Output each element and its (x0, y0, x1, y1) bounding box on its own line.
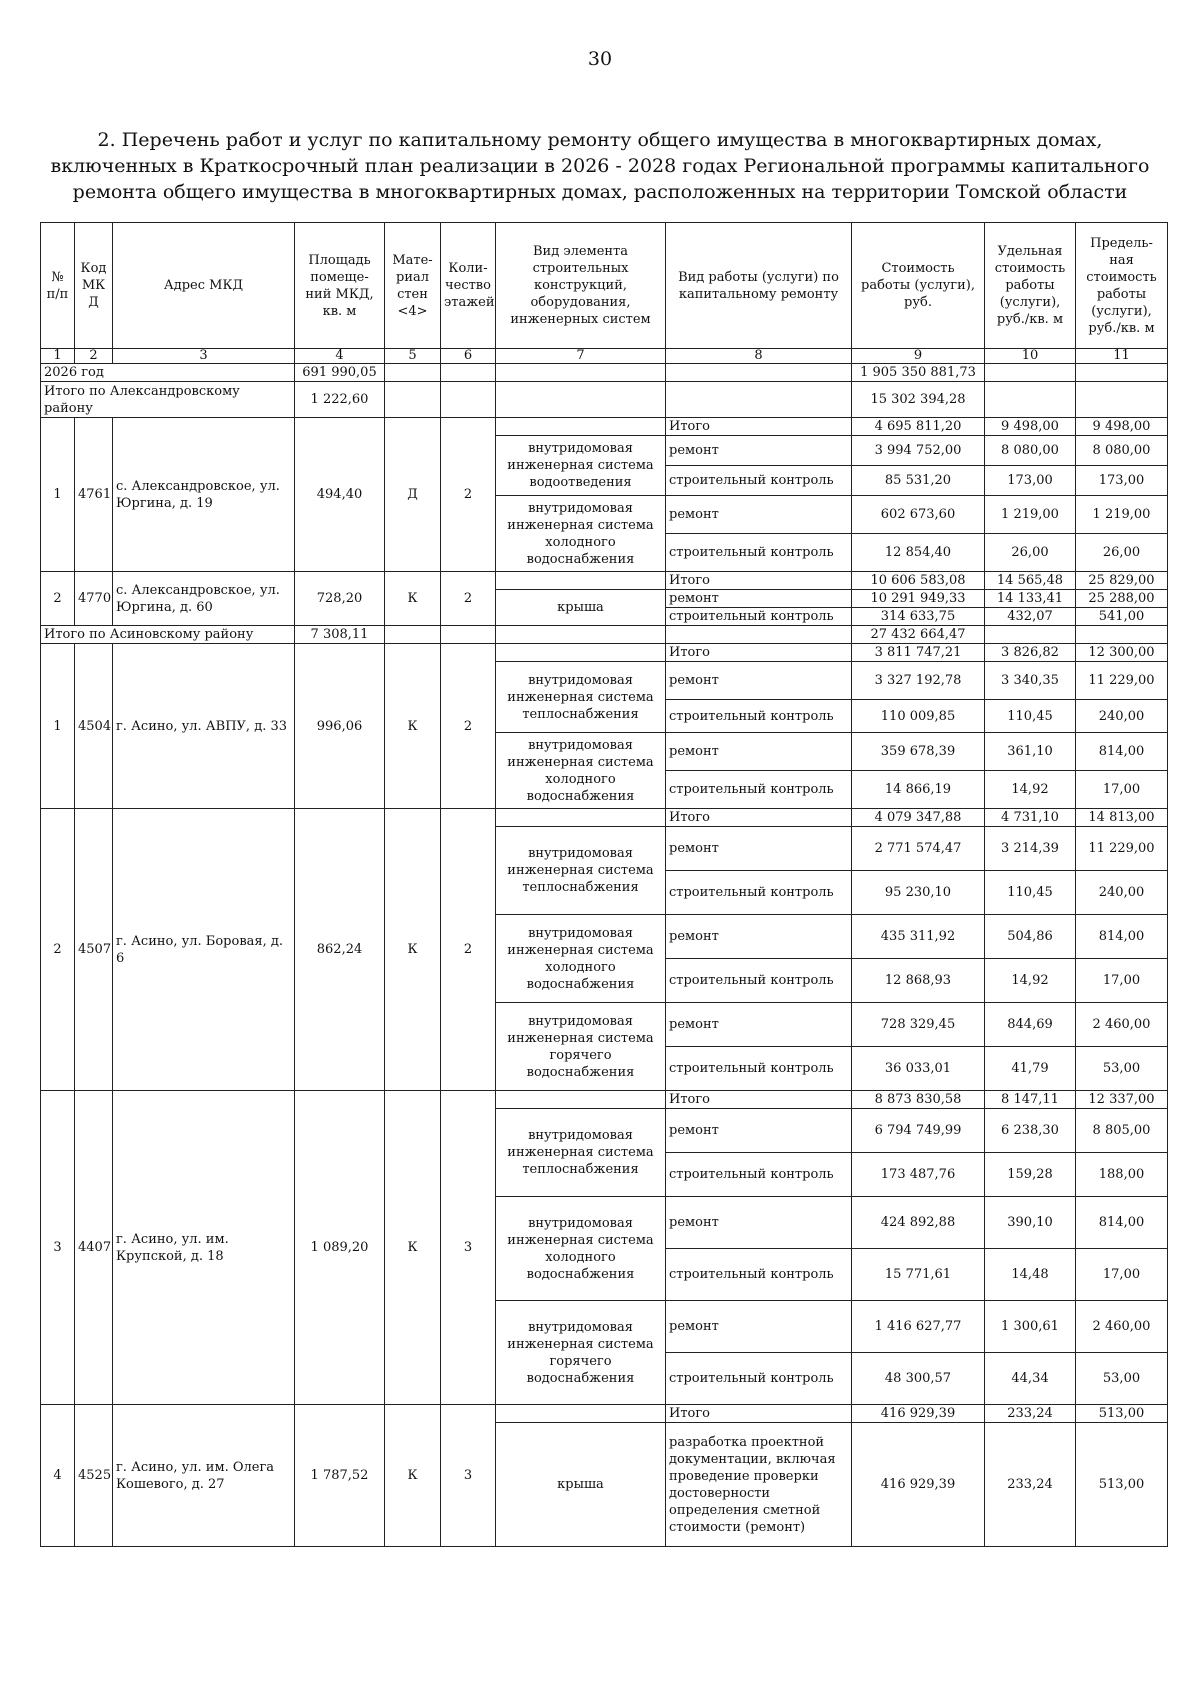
house-code: 4525 (75, 1405, 113, 1547)
year-area: 691 990,05 (295, 364, 385, 382)
unit-cost: 44,34 (985, 1353, 1076, 1405)
house-address: г. Асино, ул. им. Крупской, д. 18 (113, 1091, 295, 1405)
work-type: Итого (666, 644, 852, 662)
floor-count: 2 (441, 809, 496, 1091)
max-cost: 53,00 (1076, 1047, 1168, 1091)
max-cost: 173,00 (1076, 466, 1168, 496)
header-cell: Коли-чество этажей (441, 223, 496, 349)
cost: 14 866,19 (852, 771, 985, 809)
max-cost: 8 805,00 (1076, 1109, 1168, 1153)
cost: 36 033,01 (852, 1047, 985, 1091)
element-type: внутридомовая инженерная система теплоснабжения (496, 1109, 666, 1197)
year-label: 2026 год (41, 364, 295, 382)
unit-cost: 110,45 (985, 871, 1076, 915)
max-cost: 26,00 (1076, 534, 1168, 572)
max-cost: 12 337,00 (1076, 1091, 1168, 1109)
work-type: ремонт (666, 1197, 852, 1249)
element-type: внутридомовая инженерная система холодного водоснабжения (496, 1197, 666, 1301)
header-cell: № п/п (41, 223, 75, 349)
element-type: внутридомовая инженерная система холодного водоснабжения (496, 496, 666, 572)
cost: 3 811 747,21 (852, 644, 985, 662)
max-cost: 513,00 (1076, 1423, 1168, 1547)
wall-material: К (385, 809, 441, 1091)
unit-cost: 233,24 (985, 1405, 1076, 1423)
district-cost: 15 302 394,28 (852, 382, 985, 418)
work-type: Итого (666, 1405, 852, 1423)
max-cost: 17,00 (1076, 771, 1168, 809)
unit-cost: 110,45 (985, 700, 1076, 733)
header-cell: Код МК Д (75, 223, 113, 349)
district-label: Итого по Асиновскому району (41, 626, 295, 644)
unit-cost: 14,92 (985, 771, 1076, 809)
header-cell: Вид элемента строительных конструкций, оборудования, инженерных систем (496, 223, 666, 349)
work-type: ремонт (666, 590, 852, 608)
column-number: 5 (385, 349, 441, 364)
cost: 416 929,39 (852, 1423, 985, 1547)
unit-cost: 1 300,61 (985, 1301, 1076, 1353)
max-cost: 25 829,00 (1076, 572, 1168, 590)
page-number: 30 (587, 48, 613, 70)
house-area: 996,06 (295, 644, 385, 809)
max-cost: 188,00 (1076, 1153, 1168, 1197)
work-type: строительный контроль (666, 700, 852, 733)
column-number: 1 (41, 349, 75, 364)
house-address: г. Асино, ул. им. Олега Кошевого, д. 27 (113, 1405, 295, 1547)
unit-cost: 844,69 (985, 1003, 1076, 1047)
cost: 12 854,40 (852, 534, 985, 572)
header-cell: Удельная стоимость работы (услуги), руб./кв. м (985, 223, 1076, 349)
header-cell: Стоимость работы (услуги), руб. (852, 223, 985, 349)
unit-cost: 14,92 (985, 959, 1076, 1003)
cost: 10 606 583,08 (852, 572, 985, 590)
table-row (41, 1091, 1168, 1109)
cost: 2 771 574,47 (852, 827, 985, 871)
cost: 1 416 627,77 (852, 1301, 985, 1353)
cost: 416 929,39 (852, 1405, 985, 1423)
cost: 48 300,57 (852, 1353, 985, 1405)
work-type: строительный контроль (666, 871, 852, 915)
header-cell: Вид работы (услуги) по капитальному ремонту (666, 223, 852, 349)
max-cost: 8 080,00 (1076, 436, 1168, 466)
house-code: 4504 (75, 644, 113, 809)
house-area: 494,40 (295, 418, 385, 572)
cost: 3 994 752,00 (852, 436, 985, 466)
house-code: 4761 (75, 418, 113, 572)
row-number: 1 (41, 644, 75, 809)
header-row (41, 223, 1168, 349)
floor-count: 3 (441, 1405, 496, 1547)
house-code: 4770 (75, 572, 113, 626)
table-row (41, 418, 1168, 436)
max-cost: 240,00 (1076, 700, 1168, 733)
element-type: внутридомовая инженерная система холодного водоснабжения (496, 733, 666, 809)
max-cost: 814,00 (1076, 1197, 1168, 1249)
house-area: 1 787,52 (295, 1405, 385, 1547)
column-number: 8 (666, 349, 852, 364)
house-address: с. Александровское, ул. Юргина, д. 19 (113, 418, 295, 572)
cost: 4 079 347,88 (852, 809, 985, 827)
house-area: 728,20 (295, 572, 385, 626)
cost: 6 794 749,99 (852, 1109, 985, 1153)
cost: 359 678,39 (852, 733, 985, 771)
row-number: 4 (41, 1405, 75, 1547)
year-total-row (41, 364, 1168, 382)
element-type: внутридомовая инженерная система водоотведения (496, 436, 666, 496)
max-cost: 1 219,00 (1076, 496, 1168, 534)
district-total-row (41, 382, 1168, 418)
header-cell: Предель-ная стоимость работы (услуги), руб./кв. м (1076, 223, 1168, 349)
cost: 85 531,20 (852, 466, 985, 496)
max-cost: 17,00 (1076, 959, 1168, 1003)
element-type: внутридомовая инженерная система горячего водоснабжения (496, 1301, 666, 1405)
unit-cost: 26,00 (985, 534, 1076, 572)
max-cost: 814,00 (1076, 733, 1168, 771)
cost: 728 329,45 (852, 1003, 985, 1047)
cost: 435 311,92 (852, 915, 985, 959)
element-type: крыша (496, 1423, 666, 1547)
cost: 15 771,61 (852, 1249, 985, 1301)
work-type: строительный контроль (666, 1047, 852, 1091)
unit-cost: 14 565,48 (985, 572, 1076, 590)
work-type: ремонт (666, 436, 852, 466)
wall-material: К (385, 572, 441, 626)
cost: 10 291 949,33 (852, 590, 985, 608)
wall-material: Д (385, 418, 441, 572)
house-address: г. Асино, ул. Боровая, д. 6 (113, 809, 295, 1091)
unit-cost: 8 080,00 (985, 436, 1076, 466)
element-type: внутридомовая инженерная система горячего водоснабжения (496, 1003, 666, 1091)
max-cost: 2 460,00 (1076, 1301, 1168, 1353)
header-cell: Площадь помеще-ний МКД, кв. м (295, 223, 385, 349)
unit-cost: 3 826,82 (985, 644, 1076, 662)
max-cost: 14 813,00 (1076, 809, 1168, 827)
max-cost: 240,00 (1076, 871, 1168, 915)
unit-cost: 361,10 (985, 733, 1076, 771)
unit-cost: 9 498,00 (985, 418, 1076, 436)
unit-cost: 504,86 (985, 915, 1076, 959)
work-type: строительный контроль (666, 466, 852, 496)
element-type: внутридомовая инженерная система холодного водоснабжения (496, 915, 666, 1003)
max-cost: 25 288,00 (1076, 590, 1168, 608)
work-type: строительный контроль (666, 1153, 852, 1197)
work-type: Итого (666, 418, 852, 436)
floor-count: 2 (441, 644, 496, 809)
header-cell: Адрес МКД (113, 223, 295, 349)
work-type: строительный контроль (666, 1249, 852, 1301)
unit-cost: 159,28 (985, 1153, 1076, 1197)
row-number: 1 (41, 418, 75, 572)
work-type: ремонт (666, 1003, 852, 1047)
row-number: 2 (41, 809, 75, 1091)
max-cost: 9 498,00 (1076, 418, 1168, 436)
cost: 8 873 830,58 (852, 1091, 985, 1109)
unit-cost: 3 340,35 (985, 662, 1076, 700)
unit-cost: 6 238,30 (985, 1109, 1076, 1153)
column-number: 2 (75, 349, 113, 364)
wall-material: К (385, 644, 441, 809)
work-type: Итого (666, 809, 852, 827)
row-number: 2 (41, 572, 75, 626)
work-type: ремонт (666, 496, 852, 534)
element-type: внутридомовая инженерная система теплоснабжения (496, 827, 666, 915)
element-type: внутридомовая инженерная система теплоснабжения (496, 662, 666, 733)
work-type: строительный контроль (666, 608, 852, 626)
unit-cost: 4 731,10 (985, 809, 1076, 827)
unit-cost: 173,00 (985, 466, 1076, 496)
cost: 12 868,93 (852, 959, 985, 1003)
floor-count: 2 (441, 418, 496, 572)
unit-cost: 432,07 (985, 608, 1076, 626)
max-cost: 12 300,00 (1076, 644, 1168, 662)
column-number: 6 (441, 349, 496, 364)
max-cost: 53,00 (1076, 1353, 1168, 1405)
work-type: строительный контроль (666, 534, 852, 572)
cost: 602 673,60 (852, 496, 985, 534)
work-type: строительный контроль (666, 1353, 852, 1405)
column-number: 11 (1076, 349, 1168, 364)
column-number: 10 (985, 349, 1076, 364)
floor-count: 2 (441, 572, 496, 626)
element-type: крыша (496, 590, 666, 626)
work-type: Итого (666, 572, 852, 590)
floor-count: 3 (441, 1091, 496, 1405)
table-row (41, 644, 1168, 662)
work-type: строительный контроль (666, 771, 852, 809)
max-cost: 814,00 (1076, 915, 1168, 959)
work-type: ремонт (666, 915, 852, 959)
column-number: 7 (496, 349, 666, 364)
house-area: 862,24 (295, 809, 385, 1091)
max-cost: 11 229,00 (1076, 827, 1168, 871)
district-area: 1 222,60 (295, 382, 385, 418)
district-total-row (41, 626, 1168, 644)
cost: 314 633,75 (852, 608, 985, 626)
work-type: ремонт (666, 733, 852, 771)
house-code: 4407 (75, 1091, 113, 1405)
max-cost: 541,00 (1076, 608, 1168, 626)
unit-cost: 233,24 (985, 1423, 1076, 1547)
max-cost: 513,00 (1076, 1405, 1168, 1423)
year-cost: 1 905 350 881,73 (852, 364, 985, 382)
district-cost: 27 432 664,47 (852, 626, 985, 644)
table-row (41, 809, 1168, 827)
unit-cost: 8 147,11 (985, 1091, 1076, 1109)
column-number: 9 (852, 349, 985, 364)
district-area: 7 308,11 (295, 626, 385, 644)
work-type: разработка проектной документации, включая проведение проверки достоверности определения сметной стоимости (ремонт) (666, 1423, 852, 1547)
cost: 173 487,76 (852, 1153, 985, 1197)
max-cost: 2 460,00 (1076, 1003, 1168, 1047)
house-address: с. Александровское, ул. Юргина, д. 60 (113, 572, 295, 626)
column-number: 3 (113, 349, 295, 364)
max-cost: 11 229,00 (1076, 662, 1168, 700)
cost: 4 695 811,20 (852, 418, 985, 436)
unit-cost: 1 219,00 (985, 496, 1076, 534)
table-row (41, 572, 1168, 590)
wall-material: К (385, 1091, 441, 1405)
house-code: 4507 (75, 809, 113, 1091)
work-type: строительный контроль (666, 959, 852, 1003)
document-title: 2. Перечень работ и услуг по капитальному ремонту общего имущества в многоквартирных домах, включенных в Краткосрочный план реализации в 2026 - 2028 годах Региональной программы капитального ремонта общего имущества в многоквартирных домах, расположенных на территории Томской области (50, 129, 1150, 203)
work-type: Итого (666, 1091, 852, 1109)
cost: 424 892,88 (852, 1197, 985, 1249)
max-cost: 17,00 (1076, 1249, 1168, 1301)
unit-cost: 14,48 (985, 1249, 1076, 1301)
header-cell: Мате-риал стен <4> (385, 223, 441, 349)
column-number: 4 (295, 349, 385, 364)
house-area: 1 089,20 (295, 1091, 385, 1405)
work-type: ремонт (666, 827, 852, 871)
unit-cost: 390,10 (985, 1197, 1076, 1249)
wall-material: К (385, 1405, 441, 1547)
unit-cost: 41,79 (985, 1047, 1076, 1091)
unit-cost: 3 214,39 (985, 827, 1076, 871)
cost: 3 327 192,78 (852, 662, 985, 700)
column-number-row (41, 349, 1168, 364)
cost: 95 230,10 (852, 871, 985, 915)
work-type: ремонт (666, 662, 852, 700)
district-label: Итого по Александровскому району (41, 382, 295, 418)
house-address: г. Асино, ул. АВПУ, д. 33 (113, 644, 295, 809)
unit-cost: 14 133,41 (985, 590, 1076, 608)
cost: 110 009,85 (852, 700, 985, 733)
row-number: 3 (41, 1091, 75, 1405)
table-row (41, 1405, 1168, 1423)
work-type: ремонт (666, 1301, 852, 1353)
work-type: ремонт (666, 1109, 852, 1153)
capital-repair-table (40, 222, 1168, 1547)
